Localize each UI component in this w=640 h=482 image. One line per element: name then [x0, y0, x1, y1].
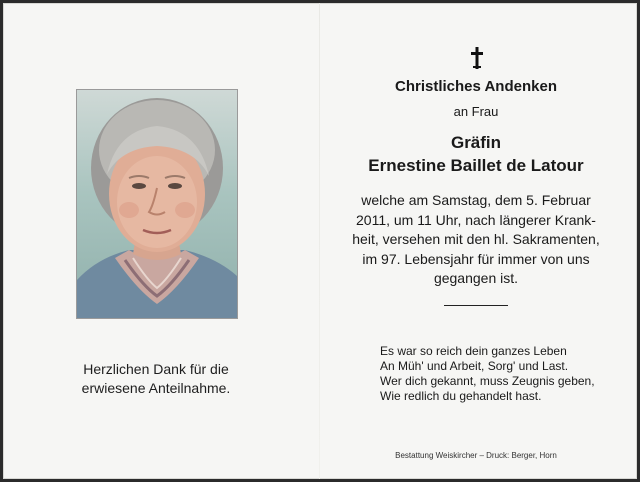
notice-line: gegangen ist.: [433, 270, 519, 286]
card-fold: [319, 3, 320, 479]
poem-line: Es war so reich dein ganzes Leben: [380, 344, 567, 358]
thanks-line: erwiesene Anteilnahme.: [81, 380, 231, 396]
memorial-poem: [380, 344, 610, 404]
latin-cross-icon: [470, 47, 484, 69]
deceased-name: Ernestine Baillet de Latour: [368, 156, 584, 175]
portrait-illustration: [77, 90, 237, 318]
notice-line: heit, versehen mit den hl. Sakramenten,: [352, 231, 600, 247]
printer-credit: Bestattung Weiskircher – Druck: Berger, Horn: [395, 451, 557, 460]
notice-line: welche am Samstag, dem 5. Februar: [361, 192, 591, 208]
thanks-line: Herzlichen Dank für die: [83, 361, 229, 377]
card-heading: Christliches Andenken: [395, 78, 557, 95]
poem-line: An Müh' und Arbeit, Sorg' und Last.: [380, 359, 569, 373]
poem-line: Wer dich gekannt, muss Zeugnis geben,: [380, 374, 595, 388]
notice-line: 2011, um 11 Uhr, nach längerer Krank-: [356, 211, 596, 228]
divider-line: [444, 305, 508, 306]
death-notice-text: [350, 191, 602, 289]
notice-line: im 97. Lebensjahr für immer von uns: [362, 250, 590, 267]
poem-line: Wie redlich du gehandelt hast.: [380, 389, 542, 403]
portrait-photo: [76, 89, 238, 319]
thanks-message: [40, 360, 272, 398]
salutation: an Frau: [453, 104, 499, 119]
title-of-nobility: Gräfin: [450, 133, 502, 152]
